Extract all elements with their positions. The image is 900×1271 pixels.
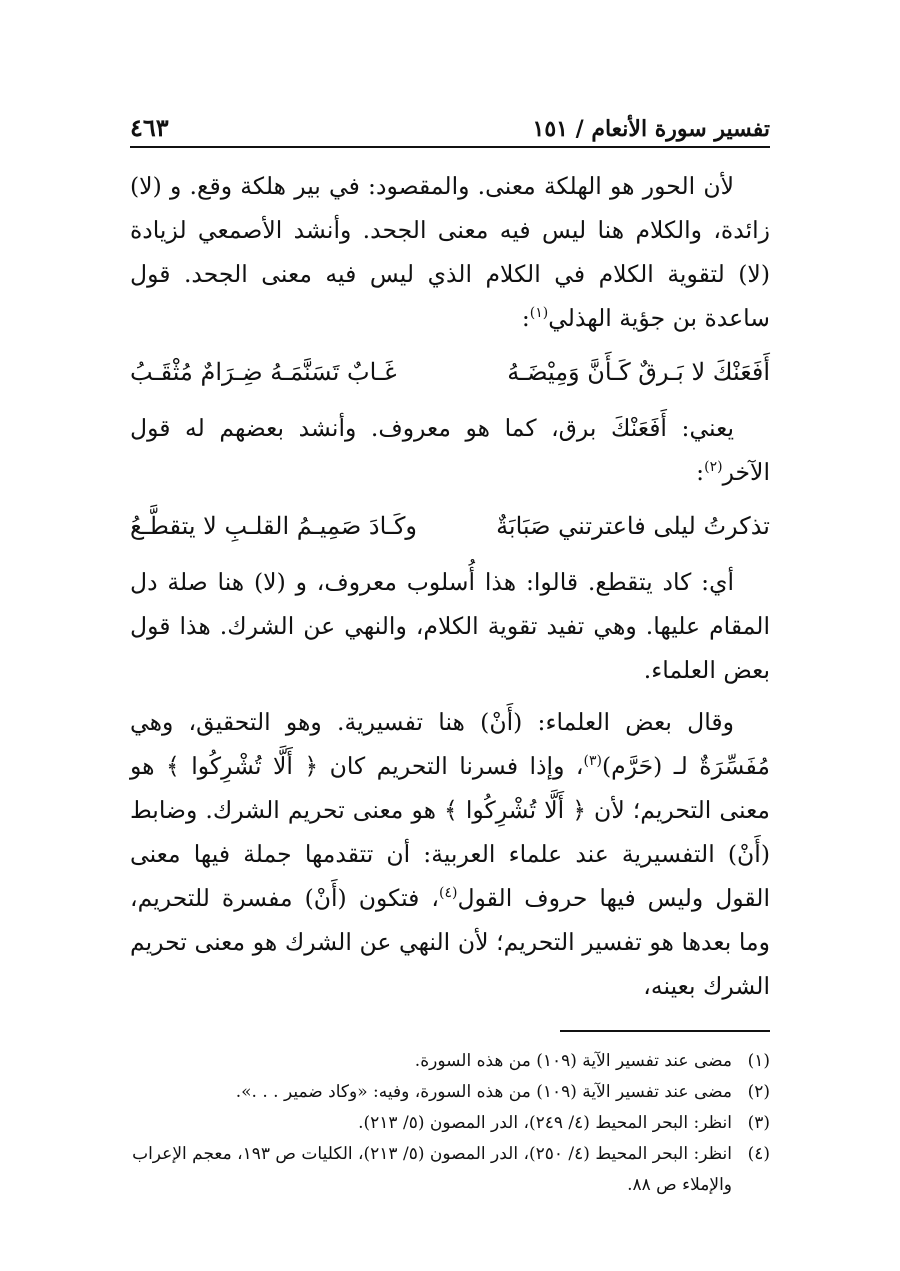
footnote-ref-4: (٤) bbox=[438, 885, 458, 902]
footnote-number: (٤) bbox=[747, 1144, 770, 1164]
poetry-verse-2 bbox=[130, 504, 770, 548]
footnote-number: (١) bbox=[747, 1051, 770, 1071]
footnote-ref-2: (٢) bbox=[704, 459, 723, 476]
poetry-verse-1 bbox=[130, 350, 770, 394]
footnote-number: (٢) bbox=[747, 1082, 770, 1102]
verse-1-second-hemistich: غَـابٌ تَسَنَّمَـهُ ضِـرَامٌ مُثْقَـبُ bbox=[130, 358, 397, 386]
book-page bbox=[130, 102, 770, 1201]
footnotes bbox=[130, 1046, 770, 1201]
footnote-4 bbox=[130, 1139, 770, 1201]
footnote-ref-1: (١) bbox=[529, 305, 549, 322]
paragraph-4-text-c: ، فتكون (أَنْ) مفسرة للتحريم، وما بعدها هو تفسير التحريم؛ لأن النهي عن الشرك هو معنى تحريم الشرك بعينه، bbox=[130, 884, 770, 1000]
verse-1-first-hemistich: أَفَعَنْكَ لا بَـرقٌ كَـأَنَّ وَمِيْضَـهُ bbox=[507, 358, 770, 386]
footnote-ref-3: (٣) bbox=[583, 753, 602, 770]
paragraph-1-text: لأن الحور هو الهلكة معنى. والمقصود: في بير هلكة وقع. و (لا) زائدة، والكلام هنا ليس فيه معنى الجحد. وأنشد الأصمعي لزيادة (لا) لتقوية الكلام في الكلام الذي ليس فيه معنى الجحد. قول ساعدة بن جؤية الهذلي bbox=[130, 172, 770, 332]
paragraph-4-text-a: وقال بعض العلماء: (أَنْ) هنا تفسيرية. وهو التحقيق، وهي مُفَسِّرَةٌ لـ (حَرَّم) bbox=[130, 708, 770, 780]
footnote-number: (٣) bbox=[747, 1113, 770, 1133]
paragraph-4 bbox=[130, 700, 770, 1008]
paragraph-2-tail: : bbox=[696, 458, 705, 486]
paragraph-4-text-b: ، وإذا فسرنا التحريم كان ﴿ أَلَّا تُشْرِكُوا ﴾ هو معنى التحريم؛ لأن ﴿ أَلَّا تُشْرِكُوا ﴾ هو معنى تحريم الشرك. وضابط (أَنْ) التفسيرية عند علماء العربية: أن تتقدمها جملة فيها معنى القول وليس فيها حروف القول bbox=[130, 752, 770, 912]
verse-2-first-hemistich: تذكرتُ ليلى فاعترتني صَبَابَةٌ bbox=[496, 512, 770, 540]
footnote-3 bbox=[130, 1108, 770, 1139]
footnote-text: انظر: البحر المحيط (٤/ ٢٥٠)، الدر المصون (٥/ ٢١٣)، الكليات ص ١٩٣، معجم الإعراب والإملاء ص ٨٨. bbox=[132, 1144, 732, 1195]
running-title: تفسير سورة الأنعام / ١٥١ bbox=[532, 116, 770, 142]
footnote-1 bbox=[130, 1046, 770, 1077]
footnote-separator bbox=[560, 1030, 770, 1032]
footnote-text: مضى عند تفسير الآية (١٠٩) من هذه السورة. bbox=[414, 1051, 732, 1071]
running-header bbox=[130, 102, 770, 148]
paragraph-2-text: يعني: أَفَعَنْكَ برق، كما هو معروف. وأنشد بعضهم له قول الآخر bbox=[130, 414, 770, 486]
footnote-2 bbox=[130, 1077, 770, 1108]
paragraph-3: أي: كاد يتقطع. قالوا: هذا أُسلوب معروف، و (لا) هنا صلة دل المقام عليها. وهي تفيد تقوية الكلام، والنهي عن الشرك. هذا قول بعض العلماء. bbox=[130, 568, 770, 684]
footnote-text: مضى عند تفسير الآية (١٠٩) من هذه السورة، وفيه: «وكاد ضمير . . .». bbox=[235, 1082, 732, 1102]
main-text bbox=[130, 164, 770, 1008]
paragraph-1 bbox=[130, 164, 770, 340]
footnote-text: انظر: البحر المحيط (٤/ ٢٤٩)، الدر المصون (٥/ ٢١٣). bbox=[358, 1113, 732, 1133]
verse-2-second-hemistich: وكَـادَ صَمِيـمُ القلـبِ لا يتقطَّـعُ bbox=[130, 512, 417, 540]
paragraph-2 bbox=[130, 406, 770, 494]
page-number: ٤٦٣ bbox=[130, 113, 169, 142]
paragraph-1-tail: : bbox=[521, 304, 530, 332]
